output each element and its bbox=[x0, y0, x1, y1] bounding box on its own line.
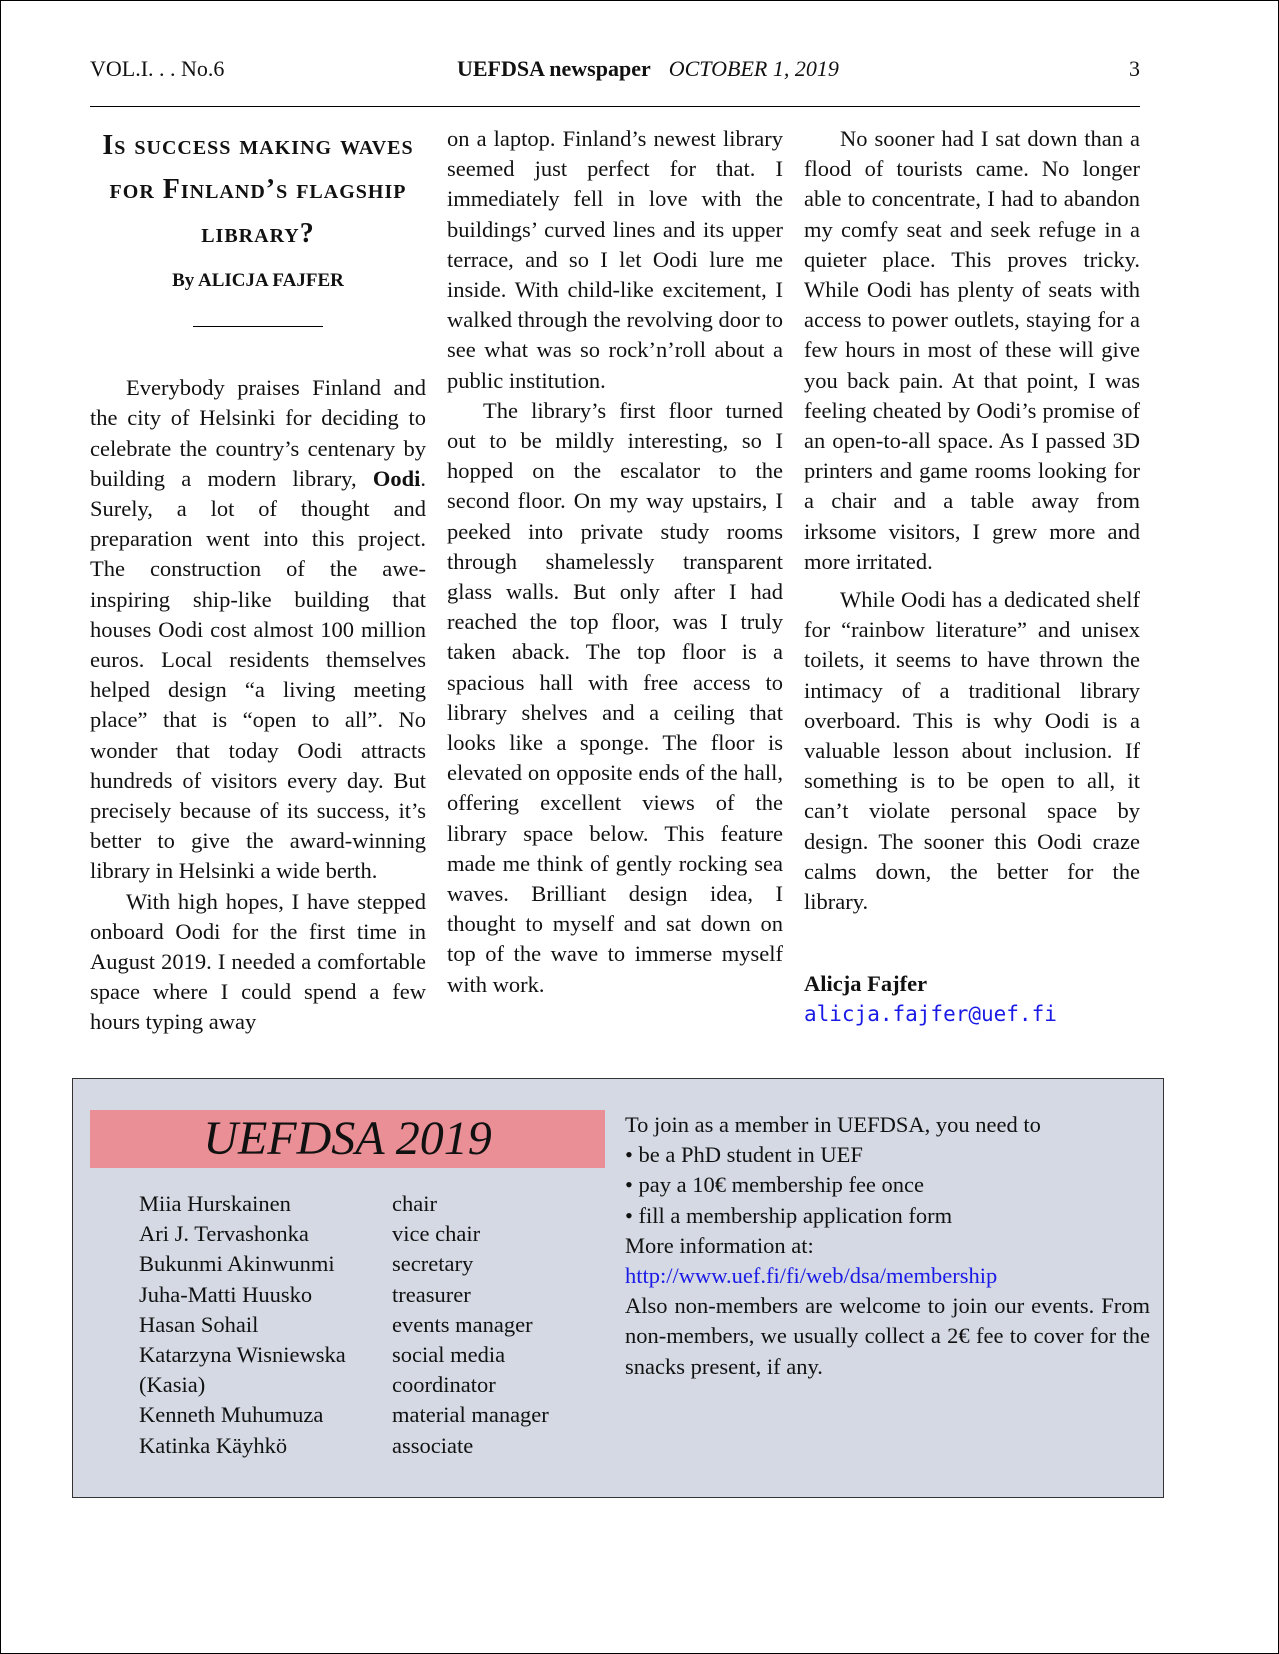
article-column-3 bbox=[804, 124, 1140, 1030]
roster-row bbox=[139, 1249, 652, 1279]
article-column-2 bbox=[447, 124, 783, 1000]
article-byline: By ALICJA FAJFER bbox=[172, 270, 344, 291]
member-name: (Kasia) bbox=[139, 1372, 206, 1398]
page-number: 3 bbox=[1129, 56, 1140, 81]
member-name: Miia Hurskainen bbox=[139, 1191, 291, 1216]
member-role: secretary bbox=[392, 1251, 474, 1277]
membership-link[interactable]: http://www.uef.fi/fi/web/dsa/membership bbox=[625, 1263, 998, 1289]
member-role: associate bbox=[392, 1432, 474, 1458]
member-name: Hasan Sohail bbox=[139, 1311, 259, 1337]
roster-row bbox=[139, 1219, 652, 1249]
article-column-1 bbox=[90, 124, 426, 1038]
member-name: Kenneth Muhumuza bbox=[139, 1402, 324, 1428]
member-name: Juha-Matti Huusko bbox=[139, 1281, 313, 1307]
member-role: vice chair bbox=[392, 1221, 481, 1247]
member-name: Katarzyna Wisniewska bbox=[139, 1342, 346, 1368]
member-role: material manager bbox=[392, 1402, 549, 1428]
article-paragraph: No sooner had I sat down than a flood of tourists came. No longer able to concentrate, I had to abandon my comfy seat and seek refuge in a quieter place. This proves tricky. While Oodi has plenty of seats with access to power outlets, staying for a few hours in most of these will give you back pain. At that point, I was feeling cheated by Oodi’s promise of an open-to-all space. As I passed 3D printers and game rooms looking for a chair and a table away from irksome visitors, I grew more and more irritated. bbox=[804, 126, 1140, 574]
member-name: Ari J. Tervashonka bbox=[139, 1221, 309, 1247]
author-email-link[interactable]: alicja.fajfer@uef.fi bbox=[804, 1002, 1057, 1027]
oodi-bold: Oodi bbox=[372, 465, 421, 491]
membership-intro: To join as a member in UEFDSA, you need to bbox=[625, 1112, 1041, 1137]
member-name: Katinka Käyhkö bbox=[139, 1432, 288, 1458]
article-paragraph: on a laptop. Finland’s newest library seemed just perfect for that. I immediately fell in love with the buildings’ curved lines and its upper terrace, and so I let Oodi lure me inside. With child-like excitement, I walked through the revolving door to see what was so rock’n’roll about a public institution. bbox=[447, 126, 783, 393]
roster-row bbox=[139, 1400, 652, 1430]
board-title: UEFDSA 2019 bbox=[90, 1110, 605, 1168]
author-name: Alicja Fajfer bbox=[804, 971, 928, 997]
issue-date: OCTOBER 1, 2019 bbox=[668, 56, 839, 81]
board-roster bbox=[139, 1189, 652, 1461]
article-title: Is success making waves for Finland’s flagship library? bbox=[102, 130, 414, 249]
member-role: treasurer bbox=[392, 1281, 471, 1307]
more-info-label: More information at: bbox=[625, 1232, 814, 1258]
membership-info bbox=[625, 1110, 1150, 1382]
masthead bbox=[457, 56, 839, 82]
membership-requirement: • be a PhD student in UEF bbox=[625, 1142, 863, 1168]
membership-requirement: • pay a 10€ membership fee once bbox=[625, 1172, 925, 1198]
non-members-note: Also non-members are welcome to join our events. From non-members, we usually collect a 2€ fee to cover for the snacks present, if any. bbox=[625, 1293, 1150, 1379]
title-divider bbox=[193, 326, 323, 327]
roster-row bbox=[139, 1340, 652, 1370]
member-role: events manager bbox=[392, 1311, 533, 1337]
uefdsa-info-box bbox=[72, 1078, 1164, 1498]
header-rule bbox=[90, 106, 1140, 107]
article-paragraph: While Oodi has a dedicated shelf for “rainbow literature” and unisex toilets, it seems to have thrown the intimacy of a traditional library overboard. This is why Oodi is a valuable lesson about inclusion. If something is to be open to all, it can’t violate personal space by design. The sooner this Oodi craze calms down, the better for the library. bbox=[804, 587, 1140, 915]
article-paragraph: With high hopes, I have stepped onboard Oodi for the first time in August 2019. I needed a comfortable space where I could spend a few hours typing away bbox=[90, 888, 426, 1035]
paper-name: UEFDSA newspaper bbox=[457, 56, 651, 81]
article-paragraph bbox=[90, 373, 426, 886]
member-role: social media bbox=[392, 1342, 506, 1368]
roster-row bbox=[139, 1370, 652, 1400]
article-paragraph: The library’s first floor turned out to be mildly interesting, so I hopped on the escalator to the second floor. On my way upstairs, I peeked into private study rooms through shamelessly transparent glass walls. But only after I had reached the top floor, was I truly taken aback. The top floor is a spacious hall with free access to library shelves and a ceiling that looks like a sponge. The floor is elevated on opposite ends of the hall, offering excellent views of the library space below. This feature made me think of gently rocking sea waves. Brilliant design idea, I thought to myself and sat down on top of the wave to immerse myself with work. bbox=[447, 397, 783, 997]
roster-row bbox=[139, 1280, 652, 1310]
roster-row bbox=[139, 1310, 652, 1340]
roster-row bbox=[139, 1189, 652, 1219]
volume-number: VOL.I. . . No.6 bbox=[90, 56, 225, 81]
roster-row bbox=[139, 1431, 652, 1461]
membership-requirement: • fill a membership application form bbox=[625, 1202, 953, 1228]
member-name: Bukunmi Akinwunmi bbox=[139, 1251, 335, 1277]
page-header bbox=[90, 52, 1140, 92]
member-role: chair bbox=[392, 1191, 437, 1216]
paragraph-text: . Surely, a lot of thought and preparation went into this project. The construction of the awe-inspiring ship-like building that houses Oodi cost almost 100 million euros. Local residents themselves helped design “a living meeting place” that is “open to all”. No wonder that today Oodi attracts hundreds of visitors every day. But precisely because of its success, it’s better to give the award-winning library in Helsinki a wide berth. bbox=[90, 465, 426, 884]
paragraph-text: Everybody praises Finland and the city of Helsinki for deciding to celebrate the country’s centenary by building a modern library, bbox=[90, 375, 426, 491]
member-role: coordinator bbox=[392, 1372, 496, 1398]
